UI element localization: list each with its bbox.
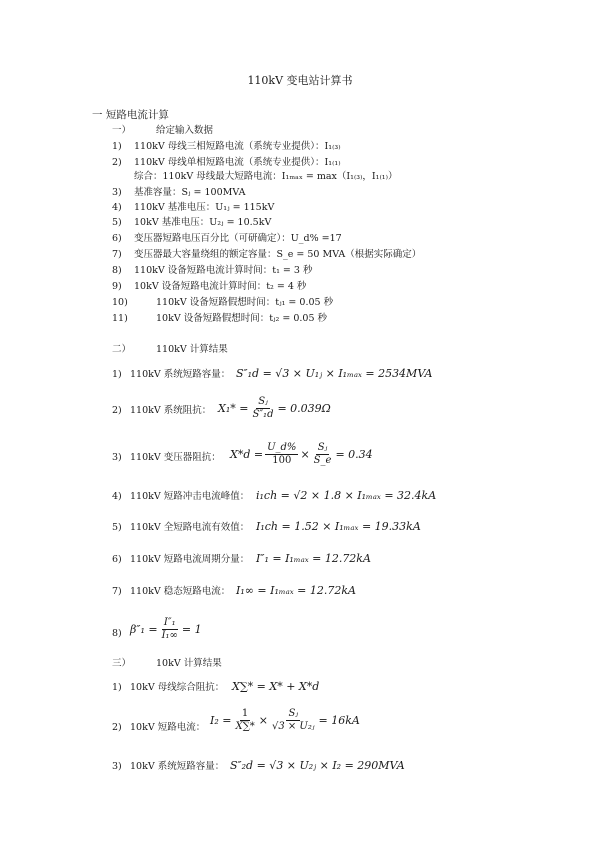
fraction-numerator: U_d% [267,442,297,453]
list-item-number: 3) [112,761,122,772]
fraction-denominator: S″₁d [252,409,274,420]
fraction-denominator: 100 [272,455,292,466]
fraction-numerator: Sⱼ [317,442,328,453]
fraction-numerator: 1 [241,708,249,719]
formula: i₁ch = √2 × 1.8 × I₁ₘₐₓ = 32.4kA [256,489,437,502]
formula: X∑* = X* + X*d [232,680,320,693]
formula-lhs: X₁* = [218,401,249,415]
list-item-number: 3) [112,187,122,198]
fraction [312,442,334,467]
subsection-heading-number: 二） [112,344,132,355]
formula-lhs: β″₁ = [130,622,158,636]
formula-rhs: = 0.34 [335,447,373,461]
list-item-number: 1) [112,682,122,693]
list-item-number: 11) [112,313,128,324]
subsection-heading-text: 给定输入数据 [156,125,214,136]
list-item-number: 4) [112,202,122,213]
list-item-number: 3) [112,452,122,463]
subsection-heading-number: 一） [112,125,132,136]
list-item-number: 8) [112,265,122,276]
formula-rhs: = 0.039Ω [277,401,331,415]
formula: S″₂d = √3 × U₂ⱼ × I₂ = 290MVA [230,759,405,772]
list-item-text: 10kV 设备短路假想时间：tⱼ₂ = 0.05 秒 [156,313,328,324]
list-item-number: 5) [112,217,122,228]
list-item-number: 7) [112,249,122,260]
list-item-text: 变压器最大容量绕组的额定容量：S_e = 50 MVA（根据实际确定） [134,249,422,260]
list-item-text: 110kV 设备短路假想时间：tⱼ₁ = 0.05 秒 [156,297,334,308]
list-item-text: 110kV 母线三相短路电流（系统专业提供）：I₁₍₃₎ [134,141,341,152]
list-item-number: 2) [112,722,122,733]
list-item-text: 变压器短路电压百分比（可研确定）：U_d% =17 [134,233,342,244]
list-item-label: 110kV 系统短路容量： [130,369,231,380]
formula-lhs: I₂ = [210,713,232,727]
formula [130,617,202,642]
formula: S″₁d = √3 × U₁ⱼ × I₁ₘₐₓ = 2534MVA [236,367,433,380]
page-title: 110kV 变电站计算书 [247,74,353,87]
list-item-label: 110kV 变压器阻抗： [130,452,221,463]
fraction [270,708,317,733]
list-item-number: 1) [112,141,122,152]
formula: I₁ch = 1.52 × I₁ₘₐₓ = 19.33kA [256,520,421,533]
list-item-label: 10kV 系统短路容量： [130,761,225,772]
list-item-number: 7) [112,586,122,597]
list-item-number: 1) [112,369,122,380]
list-item-number: 9) [112,281,122,292]
fraction-numerator: Sⱼ [258,396,268,407]
formula-rhs: = 16kA [318,713,360,727]
list-item-text: 110kV 母线单相短路电流（系统专业提供）：I₁₍₁₎ [134,157,341,168]
multiply-sign: × [300,447,310,461]
list-item-label: 10kV 母线综合阻抗： [130,682,225,693]
multiply-sign: × [258,713,268,727]
list-item-number: 8) [112,628,122,639]
fraction-numerator: I″₁ [163,617,176,628]
fraction-denominator: X∑* [235,721,255,732]
list-item-number: 2) [112,405,122,416]
list-item-label: 10kV 短路电流： [130,722,206,733]
formula: I″₁ = I₁ₘₐₓ = 12.72kA [256,552,371,565]
subsection-heading-number: 三） [112,658,132,669]
subsection-heading-text: 110kV 计算结果 [156,344,228,355]
fraction [265,442,298,467]
section-heading: 一 短路电流计算 [92,109,169,121]
list-item-label: 110kV 全短路电流有效值： [130,522,250,533]
list-item-text: 综合：110kV 母线最大短路电流：I₁ₘₐₓ = max（I₁₍₃₎，I₁₍₁₎） [134,171,398,182]
formula [230,442,373,467]
list-item-text: 10kV 设备短路电流计算时间：t₂ = 4 秒 [134,281,307,292]
list-item-label: 110kV 短路电流周期分量： [130,554,250,565]
list-item-number: 2) [112,157,122,168]
list-item-text: 基准容量：Sⱼ = 100MVA [134,187,246,198]
fraction-denominator: √3 × U₂ⱼ [271,721,315,732]
list-item-label: 110kV 系统阻抗： [130,405,212,416]
fraction [233,708,256,733]
formula: I₁∞ = I₁ₘₐₓ = 12.72kA [236,584,356,597]
list-item-label: 110kV 短路冲击电流峰值： [130,491,250,502]
list-item-number: 5) [112,522,122,533]
list-item-text: 110kV 设备短路电流计算时间：t₁ = 3 秒 [134,265,313,276]
formula-rhs: = 1 [181,622,202,636]
fraction-denominator: S_e [313,455,332,466]
list-item-number: 6) [112,554,122,565]
fraction-denominator: I₁∞ [161,630,178,641]
formula [210,708,360,733]
formula [218,396,331,421]
list-item-number: 6) [112,233,122,244]
fraction-numerator: Sⱼ [288,708,298,719]
list-item-label: 110kV 稳态短路电流： [130,586,231,597]
fraction [160,617,180,642]
formula-lhs: X*d = [230,447,264,461]
list-item-text: 10kV 基准电压：U₂ⱼ = 10.5kV [134,217,272,228]
fraction [250,396,275,421]
subsection-heading-text: 10kV 计算结果 [156,658,222,669]
list-item-number: 10) [112,297,128,308]
list-item-text: 110kV 基准电压：U₁ⱼ = 115kV [134,202,275,213]
list-item-number: 4) [112,491,122,502]
